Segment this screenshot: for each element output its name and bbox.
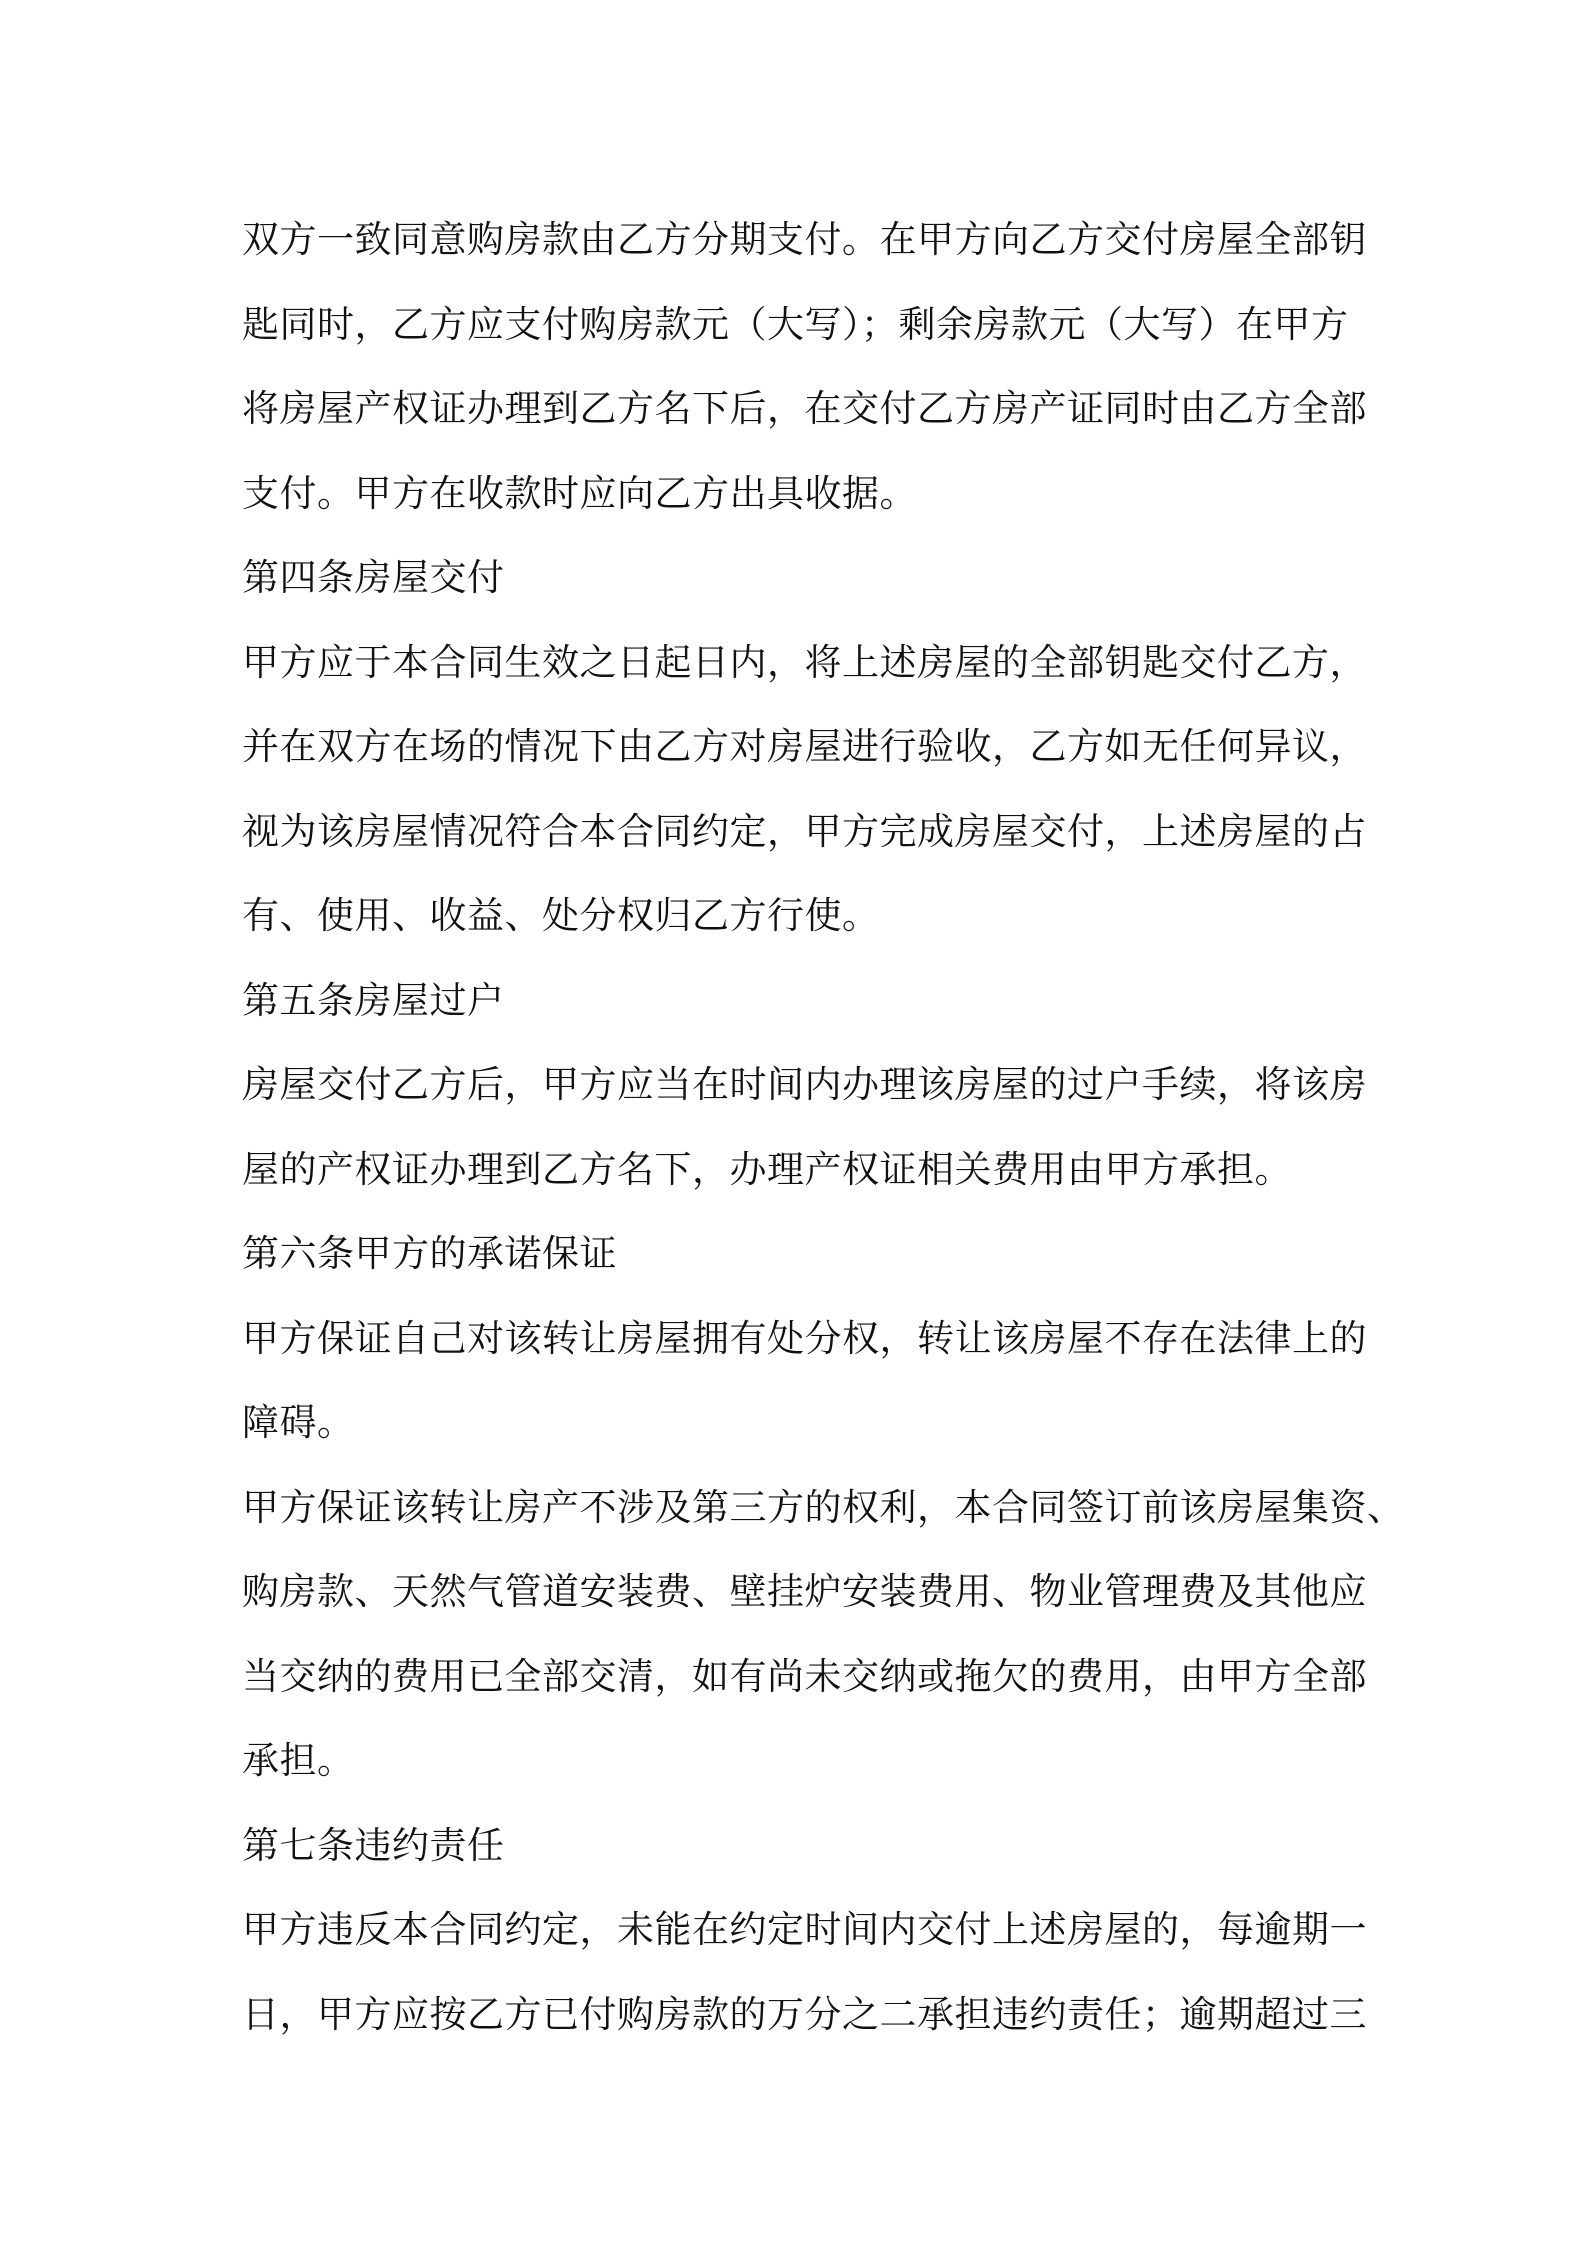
- paragraph-line: 承担。: [242, 1739, 355, 1782]
- section-heading: 第六条甲方的承诺保证: [242, 1232, 617, 1275]
- section-heading: 第四条房屋交付: [242, 556, 505, 599]
- section-heading: 第七条违约责任: [242, 1823, 505, 1867]
- paragraph-line: 并在双方在场的情况下由乙方对房屋进行验收，乙方如无任何异议，: [242, 725, 1367, 768]
- paragraph-line: 甲方保证该转让房产不涉及第三方的权利，本合同签订前该房屋集资、: [242, 1485, 1405, 1529]
- document-body: [242, 198, 1405, 2057]
- paragraph-line: 障碍。: [242, 1401, 355, 1444]
- paragraph-line: 房屋交付乙方后，甲方应当在时间内办理该房屋的过户手续，将该房: [242, 1063, 1367, 1106]
- paragraph-line: 有、使用、收益、处分权归乙方行使。: [242, 894, 880, 937]
- paragraph-line: 将房屋产权证办理到乙方名下后，在交付乙方房产证同时由乙方全部: [242, 387, 1367, 430]
- paragraph-line: 匙同时，乙方应支付购房款元（大写）；剩余房款元（大写）在甲方: [242, 302, 1349, 346]
- paragraph-line: 日，甲方应按乙方已付购房款的万分之二承担违约责任；逾期超过三: [242, 1992, 1367, 2036]
- paragraph-line: 当交纳的费用已全部交清，如有尚未交纳或拖欠的费用，由甲方全部: [242, 1654, 1367, 1698]
- paragraph-line: 屋的产权证办理到乙方名下，办理产权证相关费用由甲方承担。: [242, 1147, 1292, 1191]
- paragraph-line: 购房款、天然气管道安装费、壁挂炉安装费用、物业管理费及其他应: [242, 1570, 1367, 1613]
- paragraph-line: 双方一致同意购房款由乙方分期支付。在甲方向乙方交付房屋全部钥: [242, 218, 1367, 261]
- paragraph-line: 视为该房屋情况符合本合同约定，甲方完成房屋交付，上述房屋的占: [242, 809, 1367, 853]
- paragraph-line: 支付。甲方在收款时应向乙方出具收据。: [242, 471, 917, 515]
- paragraph-line: 甲方保证自己对该转让房屋拥有处分权，转让该房屋不存在法律上的: [242, 1316, 1367, 1360]
- paragraph-line: 甲方应于本合同生效之日起日内，将上述房屋的全部钥匙交付乙方，: [242, 640, 1367, 684]
- section-heading: 第五条房屋过户: [242, 978, 505, 1022]
- paragraph-line: 甲方违反本合同约定，未能在约定时间内交付上述房屋的，每逾期一: [242, 1908, 1367, 1951]
